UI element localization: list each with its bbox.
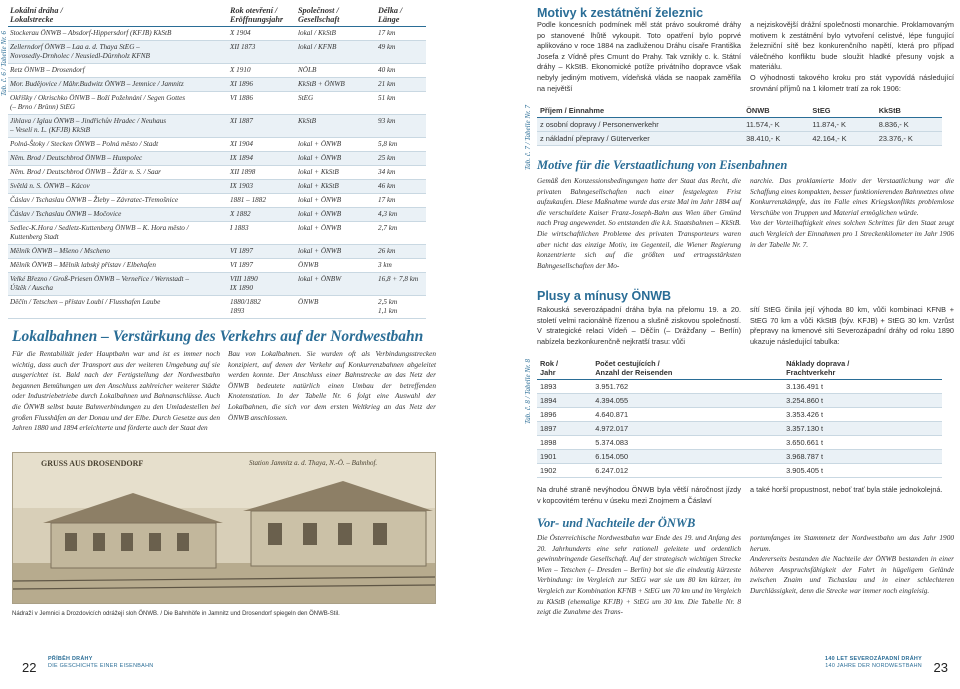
t6-cell: Retz ÖNWB – Drosendorf (8, 64, 228, 78)
t6-cell: Stockerau ÖNWB – Absdorf-Hippersdorf (KFJB) KkStB (8, 27, 228, 41)
table-row (537, 394, 942, 408)
t6-cell: XI 1896 (228, 78, 296, 92)
t6-cell: Velké Březno / Groß-Priesen ÖNWB – Verneřice / Wernstadt – Úštěk / Auscha (8, 273, 228, 296)
t6-cell: IX 1894 (228, 152, 296, 166)
table-row (537, 450, 942, 464)
t6-cell: lokal + KkStB (296, 166, 376, 180)
heading-motivy: Motivy k zestátnění železnic (537, 6, 704, 20)
t6-cell: Mor. Budějovice / Mähr.Budwitz ÖNWB – Jemnice / Jamnitz (8, 78, 228, 92)
table-row (8, 180, 426, 194)
t7-cell: 8.836,- K (876, 118, 942, 132)
t7-cell: 38.410,- K (743, 132, 809, 146)
table-8 (537, 357, 942, 478)
t6-cell: lokal + ÖNWB (296, 222, 376, 245)
table-row (8, 92, 426, 115)
t7-cell: 23.376,- K (876, 132, 942, 146)
t8-header-2: Náklady doprava / Frachtverkehr (783, 357, 942, 380)
table-row (8, 27, 426, 41)
t6-header-0: Lokální dráha / Lokalstrecke (8, 5, 228, 27)
table-row (8, 166, 426, 180)
t7-header-0: Příjem / Einnahme (537, 104, 743, 118)
t6-cell: 93 km (376, 115, 426, 138)
table-row (8, 78, 426, 92)
lokalbahnen-heading: Lokalbahnen – Verstärkung des Verkehrs auf der Nordwestbahn (12, 328, 424, 345)
table7-side-label: Tab. č. 7 / Tabelle Nr. 7 (524, 104, 532, 170)
t6-cell: 25 km (376, 152, 426, 166)
t6-cell: VI 1886 (228, 92, 296, 115)
t6-cell: Děčín / Tetschen – přístav Loubí / Flusshafen Laube (8, 296, 228, 319)
t8-header-0: Rok / Jahr (537, 357, 592, 380)
footer-title-right (825, 656, 922, 670)
t8-cell: 3.136.491 t (783, 380, 942, 394)
t6-cell: Něm. Brod / Deutschbrod ÖNWB – Žďár n. S. / Saar (8, 166, 228, 180)
station-photo-illustration (13, 453, 436, 604)
table-6 (8, 5, 426, 319)
table-row (537, 408, 942, 422)
t6-cell: ÖNWB (296, 259, 376, 273)
t6-cell: VIII 1890 IX 1890 (228, 273, 296, 296)
table-row (8, 273, 426, 296)
t8-cell: 3.353.426 t (783, 408, 942, 422)
t6-cell: 16,8 + 7,8 km (376, 273, 426, 296)
t8-cell: 3.357.130 t (783, 422, 942, 436)
t6-cell: ÖNWB (296, 296, 376, 319)
t6-header-3: Délka / Länge (376, 5, 426, 27)
t6-cell: X 1882 (228, 208, 296, 222)
t6-cell: 17 km (376, 194, 426, 208)
motive-col1: Gemäß den Konzessionsbedingungen hatte der Staat das Recht, die privaten Bahngesellschaften nach einer festgelegten Frist aufzukaufen. Diese Maßnahme wurde das erste Mal im Jahr 1884 auf die verschuldete Kaiser Franz-Joseph-Bahn aus Wien über Gmünd nach Prag angewendet. So entstanden die k.k. Staatsbahnen – KkStB. Die wirtschaftlichen Probleme des privaten Transporteurs waren aber nicht das einzige Motiv, im Gegenteil, die Wiener Regierung konzentrierte sich auf die größten und ertragsstärksten Bahngesellschaften der Mo- (537, 176, 741, 270)
t7-cell: 42.164,- K (809, 132, 875, 146)
t6-cell: 2,5 km 1,1 km (376, 296, 426, 319)
t6-cell: lokal + ÖNWB (296, 138, 376, 152)
photo-inscription-2: Station Jamnitz a. d. Thaya, N.-Ö. – Bahnhof. (249, 459, 378, 467)
t6-cell: Mělník ÖNWB – Mělník labský přístav / Elbehafen (8, 259, 228, 273)
vor-nachteile-col2: portumfanges im Stammnetz der Nordwestbahn um das Jahr 1900 herum. Andererseits bestanden die Nachteile der ÖNWB bestanden in einer höheren Anspruchsfähigkeit der Fahrt in hügeligem Gelände zwischen Znaim und Tschaslau und in einer schlechteren Durchlässigkeit, denn die Strecke war immer noch eingleisig. (750, 533, 954, 595)
t6-cell: Polná-Štoky / Stecken ÖNWB – Polná město / Stadt (8, 138, 228, 152)
table-row (8, 296, 426, 319)
t7-cell: 11.574,- K (743, 118, 809, 132)
lokalbahnen-col1: Für die Rentabilität jeder Hauptbahn war und ist es immer noch wichtig, dass auch der Transport aus der weiteren Umgebung auf sie ausgerichtet ist. Bald nach der Fertigstellung der Nordwestbahn begannen Bemühungen um den Anschluss zahlreicher weiterer Städte oder Industriebetriebe durch Lokalbahnen und Bahnanschlüsse. Auch die ÖNWB selbst baute Bahnverbindungen zu den Umladestellen bei großen Flusshäfen an der Donau und der Elbe. Durch Gesetze aus den Jahren 1880 und 1894 erleichterte und förderte auch der Staat den (12, 349, 220, 433)
t6-cell: Něm. Brod / Deutschbrod ÖNWB – Humpolec (8, 152, 228, 166)
t8-cell: 1901 (537, 450, 592, 464)
motivy-col2: a nejziskovější drážní společnosti monarchie. Proklamovaným motivem k zestátnění bylo vytvoření celistvé, lépe fungující železniční sítě bez konkurenčního napětí, která pro případ válečného konfliktu bude sloužit hladké přesuny vojsk a materiálu. O výhodnosti takového kroku pro stát vypovídá následující srovnání příjmů na 1 kilometr tratí za rok 1906: (750, 20, 954, 93)
t8-cell: 1902 (537, 464, 592, 478)
t7-header-1: ÖNWB (743, 104, 809, 118)
table-row (537, 422, 942, 436)
t6-cell: Mělník ÖNWB – Mšeno / Mscheno (8, 245, 228, 259)
page-number-left: 22 (22, 660, 37, 675)
t8-cell: 4.972.017 (592, 422, 783, 436)
t8-header-1: Počet cestujících / Anzahl der Reisenden (592, 357, 783, 380)
t6-cell: 26 km (376, 245, 426, 259)
plusy-col2: sítí StEG činila její výhoda 80 km, vůči kombinaci KFNB + StEG 70 km a vůči KkStB (býv. KFJB) + StEG 30 km. Vzrůst přepravy na kmenové síti Severozápadní dráhy od roku 1890 ukazuje následující tabulka: (750, 305, 954, 346)
footer-title-left-de: DIE GESCHICHTE EINER EISENBAHN (48, 663, 154, 669)
t6-cell: KkStB + ÖNWB (296, 78, 376, 92)
t8-cell: 6.154.050 (592, 450, 783, 464)
t8-cell: 3.905.405 t (783, 464, 942, 478)
footer-title-left-cz: PŘÍBĚH DRÁHY (48, 656, 93, 662)
table-row (8, 222, 426, 245)
t6-cell: Zellerndorf ÖNWB – Laa a. d. Thaya StEG – Novosedly-Drnholec / Neusiedl-Dürnholz KFNB (8, 41, 228, 64)
t6-cell: XI 1904 (228, 138, 296, 152)
station-photo (12, 452, 436, 604)
heading-motive: Motive für die Verstaatlichung von Eisenbahnen (537, 158, 788, 172)
motivy-col1: Podle koncesních podmínek měl stát právo soukromé dráhy po stanovené lhůtě vykoupit. Toto opatření bylo poprvé aplikováno v roce 1884 na zadluženou Dráhu císaře Františka Josefa z Vídně přes Cmunt do Prahy. Tak vznikly c. k. Státní dráhy – KkStB. Ekonomické potíže privátního dopravce však nebyly jediným motivem, vídeňská vláda se naopak zaměřila na největší (537, 20, 741, 93)
t6-cell: Jihlava / Iglau ÖNWB – Jindřichův Hradec / Neuhaus – Veselí n. L. (KFJB) KkStB (8, 115, 228, 138)
table-row (8, 115, 426, 138)
t6-cell: KkStB (296, 115, 376, 138)
table-row (8, 138, 426, 152)
t7-cell: 11.874,- K (809, 118, 875, 132)
table-row (537, 464, 942, 478)
t8-cell: 1898 (537, 436, 592, 450)
t6-cell: I 1883 (228, 222, 296, 245)
t6-cell: lokal / KkStB (296, 27, 376, 41)
t7-cell: z nákladní přepravy / Güterverker (537, 132, 743, 146)
t6-cell: 51 km (376, 92, 426, 115)
t6-cell: lokal + ÖNWB (296, 152, 376, 166)
t8-cell: 6.247.012 (592, 464, 783, 478)
table-row (8, 152, 426, 166)
t8-cell: 3.254.860 t (783, 394, 942, 408)
t6-cell: 2,7 km (376, 222, 426, 245)
footer-title-right-cz: 140 LET SEVEROZÁPADNÍ DRÁHY (825, 656, 922, 662)
table-row (8, 245, 426, 259)
t6-cell: VI 1897 (228, 245, 296, 259)
t6-header-2: Společnost / Gesellschaft (296, 5, 376, 27)
t6-cell: 40 km (376, 64, 426, 78)
table-row (537, 118, 942, 132)
table-row (8, 208, 426, 222)
t6-cell: Světlá n. S. ÖNWB – Kácov (8, 180, 228, 194)
t8-cell: 4.394.055 (592, 394, 783, 408)
t8-cell: 3.650.661 t (783, 436, 942, 450)
table-row (537, 380, 942, 394)
t6-cell: XII 1898 (228, 166, 296, 180)
t6-cell: 3 km (376, 259, 426, 273)
t6-header-1: Rok otevření / Eröffnungsjahr (228, 5, 296, 27)
plusy-col1: Rakouská severozápadní dráha byla na přelomu 19. a 20. století velmi racionálně řízenou a slušně ziskovou společností. V strategické relaci Vídeň – Děčín (– Drážďany – Berlín) nabízela bezkonkurenčně nejkratší trasu: vůči (537, 305, 741, 346)
t6-cell: 1880/1882 1893 (228, 296, 296, 319)
t8-cell: 1893 (537, 380, 592, 394)
table-row (8, 41, 426, 64)
photo-caption: Nádraží v Jemnici a Drozdovicích odrážejí sloh ÖNWB. / Die Bahnhöfe in Jamnitz und Drosendorf spiegeln den ÖNWB-Stil. (12, 611, 340, 617)
table-row (8, 259, 426, 273)
nevyhoda-col1: Na druhé straně nevýhodou ÖNWB byla větší náročnost jízdy v kopcovitém terénu v úseku mezi Znojmem a Čáslaví (537, 485, 741, 505)
t8-cell: 4.640.871 (592, 408, 783, 422)
table8-side-label: Tab. č. 8 / Tabelle Nr. 8 (524, 358, 532, 424)
table-row (8, 64, 426, 78)
t6-cell: Čáslav / Tschaslau ÖNWB – Žleby – Závratec-Třemošnice (8, 194, 228, 208)
table-row (537, 436, 942, 450)
t6-cell: 49 km (376, 41, 426, 64)
t8-cell: 1896 (537, 408, 592, 422)
vor-nachteile-col1: Die Österreichische Nordwestbahn war Ende des 19. und Anfang des 20. Jahrhunderts eine sehr rationell geleitete und ordentlich gewinnbringende Gesellschaft. Auf der strategisch wichtigen Strecke Wien – Tetschen (– Dresden – Berlin) bot sie die eindeutig kürzeste Verbindung: im Vergleich zur StEG war sie um 80 km kürzer, im Vergleich zur Kombination KFNB + StEG um 70 km und im Vergleich zu KkStB (ehemalige KFJB) + StEG um 30 km. Die Tabelle Nr. 8 zeigt die Zunahme des Trans- (537, 533, 742, 617)
table-row (537, 132, 942, 146)
t6-cell: 34 km (376, 166, 426, 180)
table6-side-label: Tab. č. 6 / Tabelle Nr. 6 (0, 30, 8, 96)
t6-cell: Čáslav / Tschaslau ÖNWB – Močovice (8, 208, 228, 222)
t7-header-3: KkStB (876, 104, 942, 118)
t6-cell: lokal + KkStB (296, 180, 376, 194)
t6-cell: lokal + ÖNWB (296, 208, 376, 222)
photo-inscription: GRUSS AUS DROSENDORF (41, 459, 144, 468)
right-page (480, 0, 960, 689)
table-row (8, 194, 426, 208)
t6-cell: lokal + ÖNWB (296, 245, 376, 259)
t8-cell: 3.968.787 t (783, 450, 942, 464)
t6-cell: 1881 – 1882 (228, 194, 296, 208)
footer-title-left (48, 656, 153, 670)
t8-cell: 1897 (537, 422, 592, 436)
t6-cell: lokal + ÖNWB (296, 194, 376, 208)
t6-cell: Okříšky / Okrischko ÖNWB – Boží Požehnání / Segen Gottes (– Brno / Brünn) StEG (8, 92, 228, 115)
t8-cell: 1894 (537, 394, 592, 408)
t6-cell: 5,8 km (376, 138, 426, 152)
page-number-right: 23 (933, 660, 948, 675)
motive-col2: narchie. Das proklamierte Motiv der Verstaatlichung war die Schaffung eines kompakten, besser funktionierenden Bahnnetzes ohne Konkurrenzkämpfe, das im Falle eines Kriegskonflikts problemlose Verschübe von Truppen und Material ermöglichen würde. Von der Vorteilhaftigkeit eines solchen Schrittes für den Staat zeugt auch Vergleich der Einnahmen pro 1 Streckenkilometer im Jahr 1906 in der Tabelle Nr. 7. (750, 176, 954, 249)
heading-plusy: Plusy a mínusy ÖNWB (537, 289, 672, 303)
t6-cell: IX 1903 (228, 180, 296, 194)
t6-cell: X 1910 (228, 64, 296, 78)
t6-cell: X 1904 (228, 27, 296, 41)
t6-cell: XI 1887 (228, 115, 296, 138)
heading-vor-nachteile: Vor- und Nachteile der ÖNWB (537, 516, 696, 530)
t7-header-2: StEG (809, 104, 875, 118)
t8-cell: 5.374.083 (592, 436, 783, 450)
t6-cell: lokal + ÖNBW (296, 273, 376, 296)
footer-title-right-de: 140 JAHRE DER NORDWESTBAHN (825, 663, 922, 669)
t6-cell: XII 1873 (228, 41, 296, 64)
t6-cell: VI 1897 (228, 259, 296, 273)
nevyhoda-col2: a také horší propustnost, neboť trať byla stále jednokolejná. (750, 485, 943, 494)
t7-cell: z osobní dopravy / Personenverkehr (537, 118, 743, 132)
t6-cell: 17 km (376, 27, 426, 41)
table-7 (537, 104, 942, 146)
t6-cell: StEG (296, 92, 376, 115)
t6-cell: 4,3 km (376, 208, 426, 222)
t6-cell: NÖLB (296, 64, 376, 78)
t6-cell: Sedlec-K.Hora / Sedletz-Kuttenberg ÖNWB – K. Hora město / Kuttenberg Stadt (8, 222, 228, 245)
t6-cell: lokal / KFNB (296, 41, 376, 64)
t8-cell: 3.951.762 (592, 380, 783, 394)
t6-cell: 21 km (376, 78, 426, 92)
lokalbahnen-col2: Bau von Lokalbahnen. Sie wurden oft als Verbindungsstrecken konzipiert, auf denen der Verkehr auf Konkurrenzbahnen abgeleitet werden konnte. Der Anschluss einer Bahnstrecke an das Netz der ÖNWB bedeutete natürlich einen Umbau der betreffenden Knotenstation. In der Tabelle Nr. 6 folgt eine Auswahl der Lokalbahnen, die sich vor dem ersten Weltkrieg an das Netz der ÖNWB anschlossen. (228, 349, 436, 422)
t6-cell: 46 km (376, 180, 426, 194)
